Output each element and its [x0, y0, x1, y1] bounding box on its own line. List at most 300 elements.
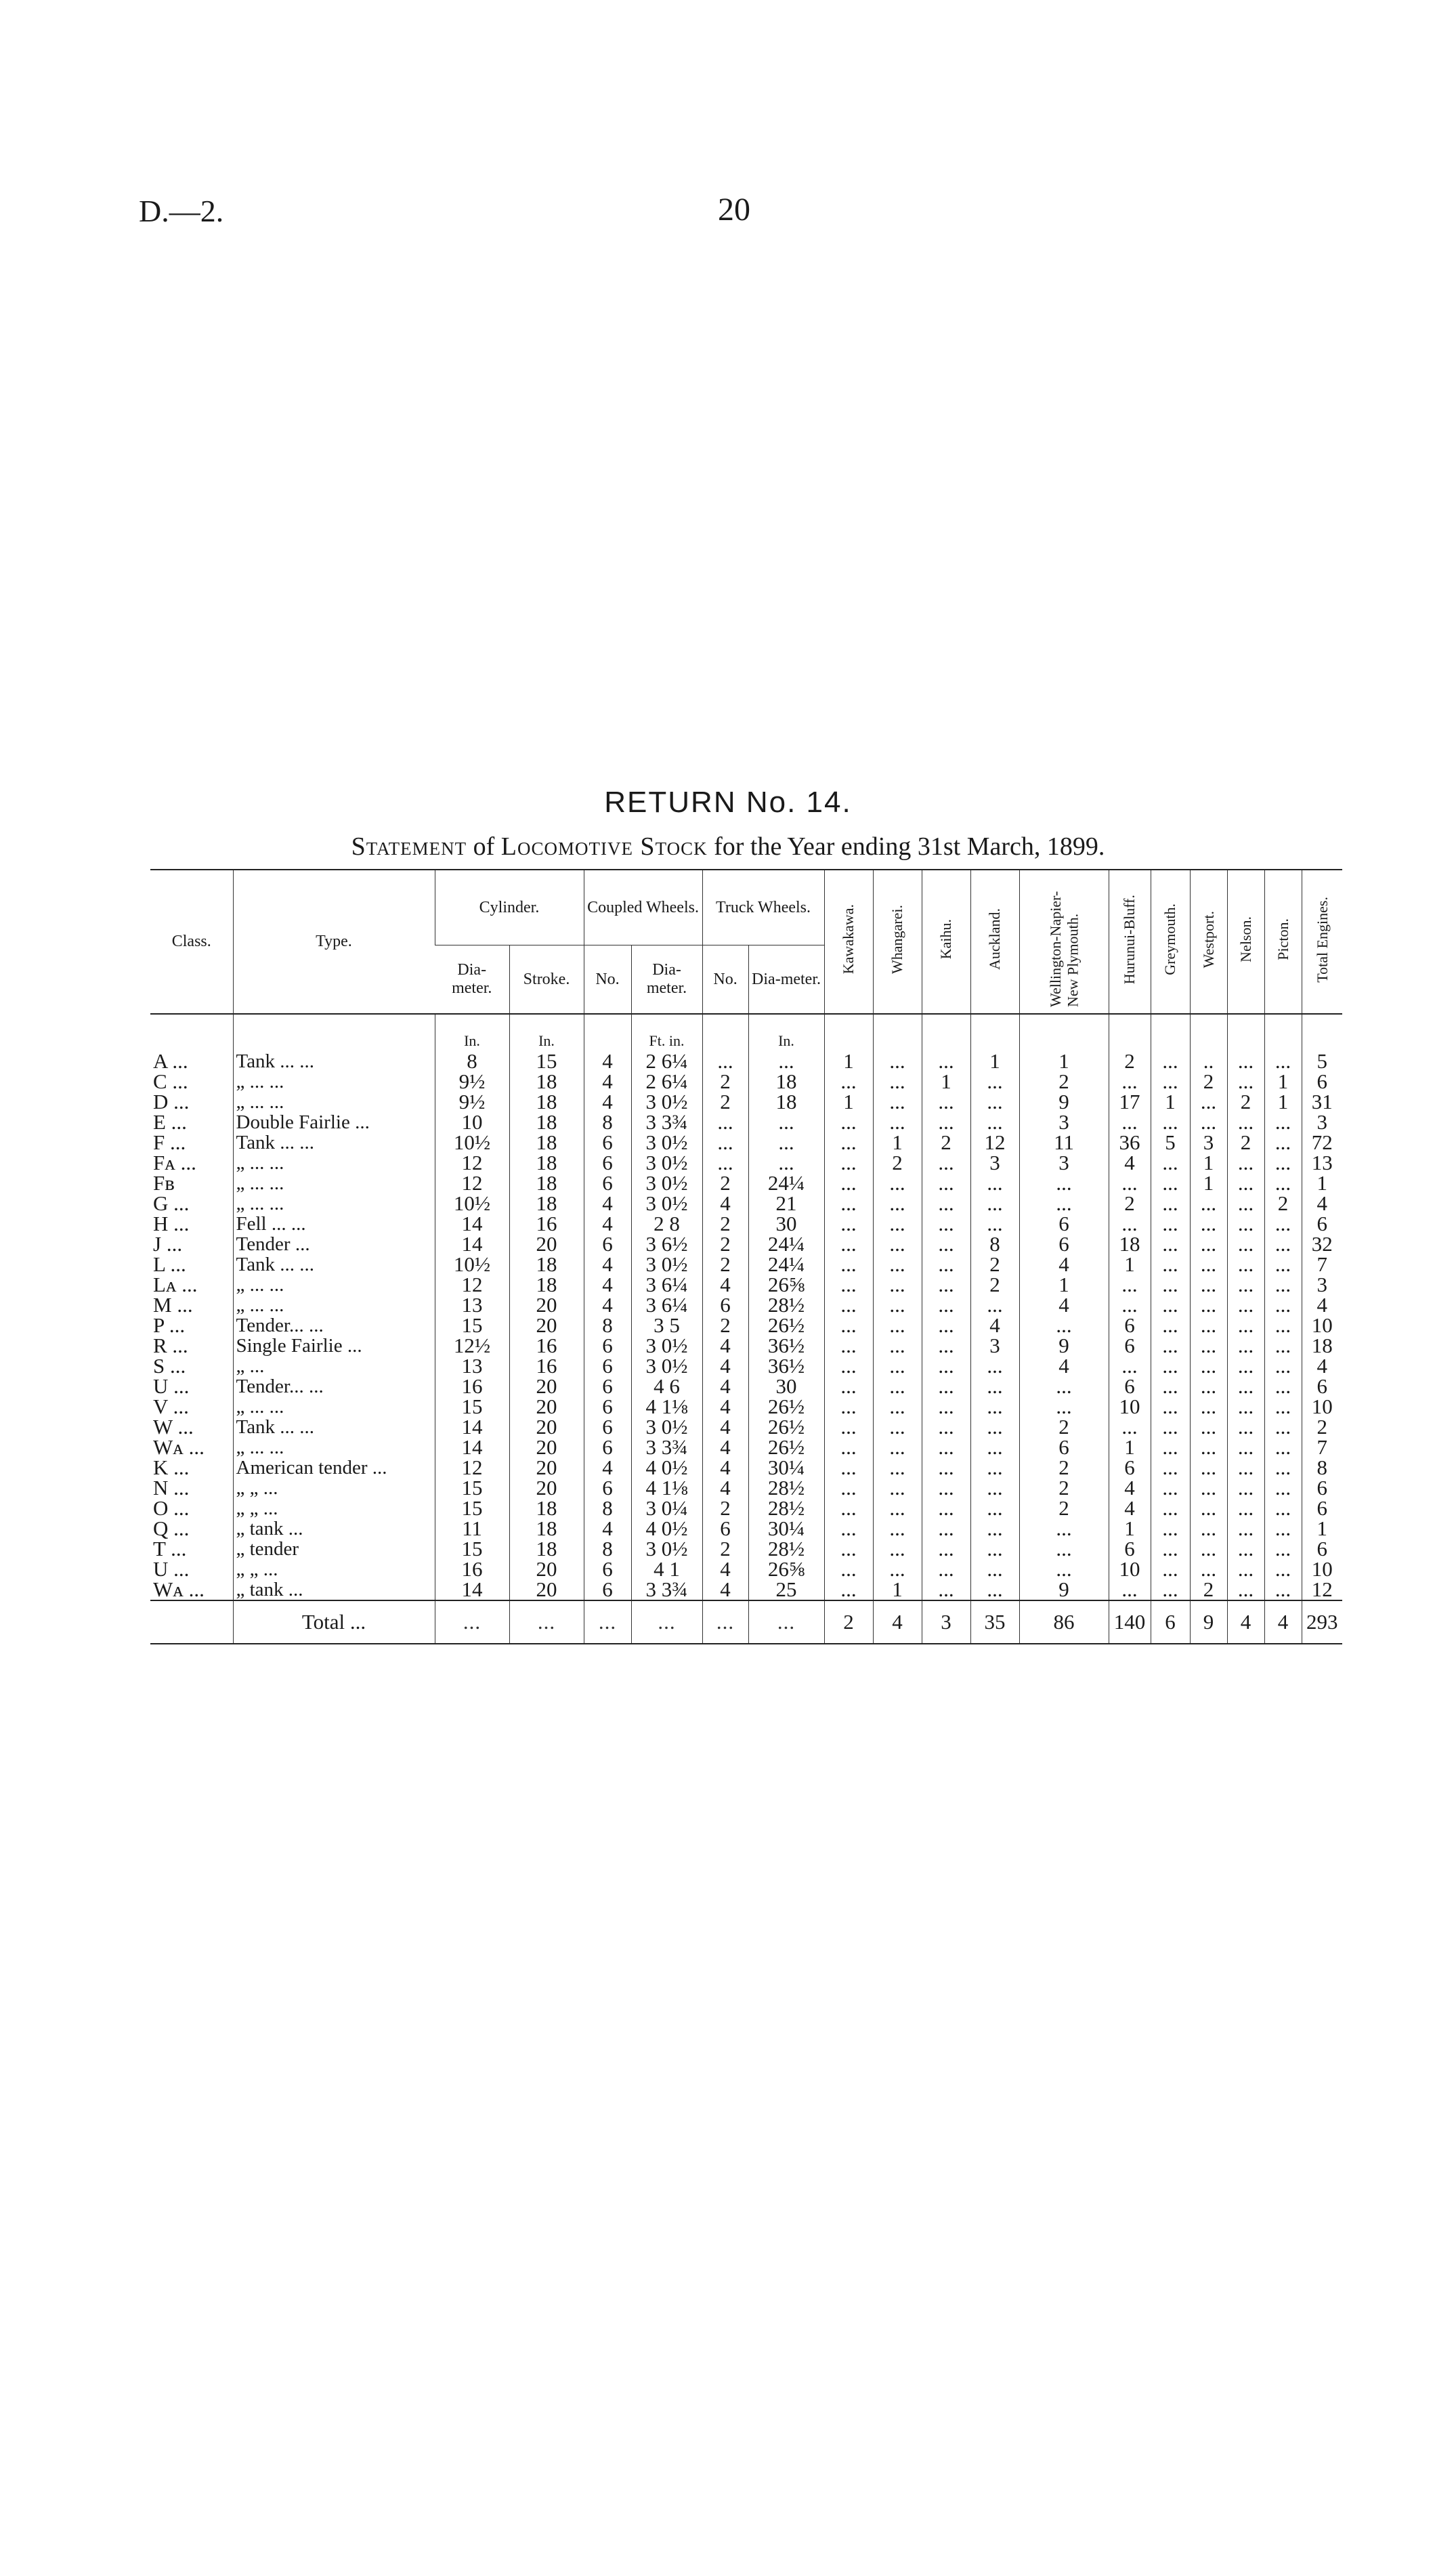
cylinder-stroke-cell: 20 — [509, 1315, 584, 1336]
district-count-cell: ... — [1264, 1539, 1302, 1559]
district-count-cell: ... — [873, 1336, 922, 1356]
district-count-cell: ... — [1109, 1579, 1151, 1600]
coupled-number-cell: 6 — [584, 1397, 631, 1417]
district-total: 140 — [1109, 1600, 1151, 1644]
cylinder-diameter-cell: 12 — [435, 1275, 509, 1295]
district-count-cell: ... — [1151, 1295, 1190, 1315]
cylinder-stroke-cell: 18 — [509, 1112, 584, 1132]
table-row — [150, 1518, 1342, 1539]
district-count-cell: ... — [873, 1295, 922, 1315]
cylinder-diameter-cell: 14 — [435, 1417, 509, 1437]
district-count-cell: ... — [1109, 1214, 1151, 1234]
cylinder-diameter-cell: 12 — [435, 1173, 509, 1193]
table-row — [150, 1193, 1342, 1214]
district-count-cell: ... — [1264, 1132, 1302, 1153]
cylinder-diameter-cell: 14 — [435, 1579, 509, 1600]
district-count-cell: ... — [1190, 1092, 1227, 1112]
district-count-cell: ... — [1190, 1254, 1227, 1275]
district-count-cell: ... — [1227, 1315, 1264, 1336]
district-count-cell: 2 — [970, 1254, 1019, 1275]
totals-label: Total ... — [233, 1600, 435, 1644]
district-count-cell: ... — [1109, 1173, 1151, 1193]
district-count-cell: ... — [1019, 1539, 1109, 1559]
class-cell: Lᴀ ... — [153, 1273, 198, 1296]
total-engines-cell: 10 — [1302, 1315, 1342, 1336]
district-count-cell: ... — [873, 1478, 922, 1498]
district-count-cell: ... — [1151, 1559, 1190, 1579]
coupled-number-cell: 4 — [584, 1092, 631, 1112]
truck-number-cell: 4 — [702, 1458, 748, 1478]
district-total: 4 — [1264, 1600, 1302, 1644]
district-count-cell: 10 — [1109, 1397, 1151, 1417]
class-cell: A ... — [153, 1049, 188, 1073]
district-count-cell: ... — [1151, 1254, 1190, 1275]
district-count-cell: ... — [922, 1478, 970, 1498]
truck-diameter-cell: 26½ — [748, 1437, 824, 1458]
district-count-cell: 36 — [1109, 1132, 1151, 1153]
class-cell: O ... — [153, 1496, 190, 1520]
district-count-cell: 2 — [1264, 1193, 1302, 1214]
district-count-cell: ... — [970, 1214, 1019, 1234]
table-row — [150, 1092, 1342, 1112]
district-count-cell: 2 — [873, 1153, 922, 1173]
table-row — [150, 1559, 1342, 1579]
district-total: 4 — [873, 1600, 922, 1644]
district-count-cell: ... — [970, 1356, 1019, 1376]
truck-number-cell: ... — [702, 1153, 748, 1173]
district-count-cell: 1 — [1019, 1275, 1109, 1295]
cylinder-diameter-cell: 14 — [435, 1214, 509, 1234]
district-count-cell: ... — [824, 1458, 873, 1478]
district-count-cell: 1 — [970, 1051, 1019, 1071]
total-engines-cell: 2 — [1302, 1417, 1342, 1437]
district-count-cell: ... — [1227, 1336, 1264, 1356]
truck-number-cell: 4 — [702, 1437, 748, 1458]
truck-number-cell: 2 — [702, 1498, 748, 1518]
coupled-diameter-cell: 2 8 — [631, 1214, 702, 1234]
district-count-cell: ... — [1019, 1315, 1109, 1336]
district-count-cell: ... — [922, 1295, 970, 1315]
cylinder-diameter-cell: 9½ — [435, 1092, 509, 1112]
district-count-cell: ... — [1151, 1234, 1190, 1254]
header-district: Nelson. — [1227, 870, 1264, 1014]
district-count-cell: ... — [1227, 1559, 1264, 1579]
type-cell: Tank ... ... — [233, 1254, 435, 1275]
district-count-cell: 1 — [873, 1579, 922, 1600]
district-count-cell: ... — [873, 1498, 922, 1518]
district-count-cell: ... — [824, 1112, 873, 1132]
coupled-diameter-cell: 3 0½ — [631, 1173, 702, 1193]
district-count-cell: ... — [824, 1234, 873, 1254]
district-count-cell: ... — [1227, 1376, 1264, 1397]
cylinder-diameter-cell: 12½ — [435, 1336, 509, 1356]
coupled-diameter-cell: 3 0½ — [631, 1254, 702, 1275]
district-count-cell: ... — [824, 1539, 873, 1559]
truck-diameter-cell: 36½ — [748, 1356, 824, 1376]
district-count-cell: ... — [873, 1173, 922, 1193]
table-row — [150, 1254, 1342, 1275]
table-row — [150, 1437, 1342, 1458]
district-count-cell: ... — [873, 1193, 922, 1214]
table-row — [150, 1356, 1342, 1376]
truck-diameter-cell: ... — [748, 1051, 824, 1071]
district-count-cell: ... — [922, 1153, 970, 1173]
subtitle-of: of — [473, 832, 495, 861]
cylinder-diameter-cell: 15 — [435, 1397, 509, 1417]
class-cell: P ... — [153, 1313, 186, 1337]
district-total: 4 — [1227, 1600, 1264, 1644]
truck-diameter-cell: 18 — [748, 1092, 824, 1112]
header-class: Class. — [171, 933, 211, 950]
header-district: Picton. — [1264, 870, 1302, 1014]
table-row — [150, 1397, 1342, 1417]
page-number: 20 — [718, 192, 750, 228]
cylinder-diameter-cell: 13 — [435, 1356, 509, 1376]
header-district: Westport. — [1190, 870, 1227, 1014]
district-count-cell: 1 — [1019, 1051, 1109, 1071]
district-count-cell: ... — [1227, 1539, 1264, 1559]
cylinder-diameter-cell: 10½ — [435, 1254, 509, 1275]
district-total: 6 — [1151, 1600, 1190, 1644]
table-row — [150, 1376, 1342, 1397]
cylinder-diameter-cell: 16 — [435, 1559, 509, 1579]
district-count-cell: ... — [1151, 1437, 1190, 1458]
district-count-cell: 10 — [1109, 1559, 1151, 1579]
district-count-cell: 18 — [1109, 1234, 1151, 1254]
district-count-cell: ... — [970, 1376, 1019, 1397]
district-count-cell: ... — [1109, 1071, 1151, 1092]
truck-diameter-cell: 25 — [748, 1579, 824, 1600]
cylinder-stroke-cell: 20 — [509, 1478, 584, 1498]
table-row — [150, 1478, 1342, 1498]
cylinder-stroke-cell: 16 — [509, 1214, 584, 1234]
class-cell: T ... — [153, 1537, 187, 1560]
district-count-cell: ... — [970, 1092, 1019, 1112]
district-count-cell: ... — [1227, 1295, 1264, 1315]
cylinder-diameter-cell: 16 — [435, 1376, 509, 1397]
district-count-cell: ... — [1190, 1275, 1227, 1295]
cylinder-diameter-cell: 10½ — [435, 1193, 509, 1214]
district-count-cell: ... — [1264, 1336, 1302, 1356]
district-count-cell: ... — [1227, 1356, 1264, 1376]
district-count-cell: ... — [970, 1112, 1019, 1132]
totals-row — [150, 1600, 1342, 1644]
district-count-cell: ... — [1190, 1376, 1227, 1397]
coupled-number-cell: 6 — [584, 1173, 631, 1193]
coupled-number-cell: 8 — [584, 1112, 631, 1132]
district-total: 2 — [824, 1600, 873, 1644]
table-row — [150, 1132, 1342, 1153]
district-count-cell: ... — [824, 1356, 873, 1376]
truck-number-cell: ... — [702, 1051, 748, 1071]
district-count-cell: 5 — [1151, 1132, 1190, 1153]
district-count-cell: ... — [1227, 1193, 1264, 1214]
cylinder-stroke-cell: 20 — [509, 1234, 584, 1254]
district-count-cell: ... — [1264, 1214, 1302, 1234]
district-count-cell: ... — [970, 1518, 1019, 1539]
district-count-cell: ... — [873, 1254, 922, 1275]
cylinder-stroke-cell: 18 — [509, 1275, 584, 1295]
district-count-cell: 2 — [1109, 1051, 1151, 1071]
district-count-cell: ... — [1151, 1112, 1190, 1132]
district-count-cell: ... — [873, 1092, 922, 1112]
district-count-cell: ... — [1264, 1234, 1302, 1254]
type-cell: „ ... ... — [233, 1153, 435, 1173]
district-count-cell: ... — [922, 1356, 970, 1376]
district-count-cell: 2 — [1019, 1498, 1109, 1518]
district-count-cell: 3 — [970, 1336, 1019, 1356]
district-count-cell: ... — [1109, 1275, 1151, 1295]
coupled-diameter-cell: 3 0½ — [631, 1092, 702, 1112]
district-count-cell: ... — [970, 1417, 1019, 1437]
district-count-cell: ... — [922, 1112, 970, 1132]
truck-diameter-cell: 26½ — [748, 1417, 824, 1437]
district-count-cell: 3 — [1019, 1153, 1109, 1173]
document-reference: D.—2. — [139, 194, 224, 228]
coupled-number-cell: 8 — [584, 1315, 631, 1336]
district-count-cell: ... — [922, 1275, 970, 1295]
cylinder-diameter-cell: 10½ — [435, 1132, 509, 1153]
class-cell: M ... — [153, 1293, 193, 1317]
district-total: 3 — [922, 1600, 970, 1644]
district-count-cell: ... — [1264, 1417, 1302, 1437]
cylinder-stroke-cell: 20 — [509, 1579, 584, 1600]
district-count-cell: ... — [1227, 1234, 1264, 1254]
truck-diameter-cell: 28½ — [748, 1539, 824, 1559]
truck-number-cell: ... — [702, 1132, 748, 1153]
totals-blank: ... — [702, 1600, 748, 1644]
district-count-cell: ... — [922, 1417, 970, 1437]
totals-blank: ... — [509, 1600, 584, 1644]
truck-number-cell: 4 — [702, 1356, 748, 1376]
district-count-cell: ... — [922, 1518, 970, 1539]
type-cell: „ ... ... — [233, 1173, 435, 1193]
truck-diameter-cell: 28½ — [748, 1498, 824, 1518]
table-row — [150, 1539, 1342, 1559]
district-count-cell: ... — [1190, 1336, 1227, 1356]
district-count-cell: ... — [1019, 1376, 1109, 1397]
total-engines-cell: 3 — [1302, 1112, 1342, 1132]
district-count-cell: ... — [1190, 1356, 1227, 1376]
table-row — [150, 1336, 1342, 1356]
total-engines-cell: 4 — [1302, 1295, 1342, 1315]
district-count-cell: .. — [1190, 1051, 1227, 1071]
district-count-cell: ... — [1151, 1275, 1190, 1295]
header-district: Hurunui-Bluff. — [1109, 870, 1151, 1014]
truck-diameter-cell: 26½ — [748, 1315, 824, 1336]
district-count-cell: 9 — [1019, 1092, 1109, 1112]
type-cell: „ ... ... — [233, 1193, 435, 1214]
district-count-cell: ... — [824, 1132, 873, 1153]
type-cell: „ ... ... — [233, 1295, 435, 1315]
header-cylinder: Cylinder. — [435, 870, 584, 945]
type-cell: Fell ... ... — [233, 1214, 435, 1234]
class-cell: R ... — [153, 1334, 188, 1357]
district-count-cell: ... — [1264, 1295, 1302, 1315]
district-count-cell: ... — [873, 1437, 922, 1458]
truck-number-cell: 2 — [702, 1214, 748, 1234]
table-row — [150, 1579, 1342, 1600]
type-cell: „ „ ... — [233, 1478, 435, 1498]
return-title: RETURN No. 14. — [604, 786, 852, 819]
total-engines-cell: 6 — [1302, 1071, 1342, 1092]
coupled-diameter-cell: 3 0½ — [631, 1193, 702, 1214]
district-count-cell: ... — [922, 1051, 970, 1071]
district-count-cell: ... — [1019, 1397, 1109, 1417]
district-count-cell: ... — [1109, 1112, 1151, 1132]
unit-label: In. — [509, 1014, 584, 1051]
district-count-cell: ... — [1151, 1518, 1190, 1539]
totals-blank: ... — [631, 1600, 702, 1644]
table-row — [150, 1214, 1342, 1234]
district-count-cell: ... — [970, 1478, 1019, 1498]
district-count-cell: ... — [1264, 1112, 1302, 1132]
district-count-cell: ... — [922, 1498, 970, 1518]
total-engines-cell: 18 — [1302, 1336, 1342, 1356]
coupled-diameter-cell: 2 6¼ — [631, 1071, 702, 1092]
cylinder-diameter-cell: 15 — [435, 1478, 509, 1498]
header-coupled-diameter: Dia-meter. — [631, 945, 702, 1015]
district-count-cell: ... — [1190, 1417, 1227, 1437]
cylinder-diameter-cell: 11 — [435, 1518, 509, 1539]
table-row — [150, 1295, 1342, 1315]
district-count-cell: 3 — [970, 1153, 1019, 1173]
district-count-cell: ... — [970, 1437, 1019, 1458]
district-count-cell: ... — [1264, 1397, 1302, 1417]
district-count-cell: 1 — [824, 1051, 873, 1071]
total-engines-cell: 32 — [1302, 1234, 1342, 1254]
district-count-cell: 2 — [1190, 1579, 1227, 1600]
class-cell: V ... — [153, 1395, 189, 1418]
total-engines-cell: 6 — [1302, 1498, 1342, 1518]
coupled-number-cell: 4 — [584, 1193, 631, 1214]
district-count-cell: ... — [1264, 1275, 1302, 1295]
district-count-cell: ... — [922, 1214, 970, 1234]
total-engines-cell: 1 — [1302, 1518, 1342, 1539]
grand-total: 293 — [1302, 1600, 1342, 1644]
district-count-cell: 1 — [1151, 1092, 1190, 1112]
cylinder-stroke-cell: 20 — [509, 1559, 584, 1579]
totals-blank: ... — [584, 1600, 631, 1644]
district-count-cell: ... — [970, 1071, 1019, 1092]
type-cell: American tender ... — [233, 1458, 435, 1478]
district-count-cell: ... — [1190, 1437, 1227, 1458]
district-count-cell: ... — [1151, 1336, 1190, 1356]
district-count-cell: ... — [1264, 1518, 1302, 1539]
coupled-number-cell: 8 — [584, 1498, 631, 1518]
total-engines-cell: 1 — [1302, 1173, 1342, 1193]
district-count-cell: ... — [1151, 1376, 1190, 1397]
district-count-cell: 9 — [1019, 1579, 1109, 1600]
coupled-diameter-cell: 3 0½ — [631, 1417, 702, 1437]
header-total-engines: Total Engines. — [1302, 870, 1342, 1014]
district-count-cell: ... — [1190, 1193, 1227, 1214]
truck-number-cell: ... — [702, 1112, 748, 1132]
header-truck-number: No. — [702, 945, 748, 1015]
district-count-cell: ... — [824, 1559, 873, 1579]
district-count-cell: ... — [970, 1295, 1019, 1315]
district-count-cell: ... — [922, 1579, 970, 1600]
coupled-number-cell: 6 — [584, 1579, 631, 1600]
type-cell: „ tank ... — [233, 1518, 435, 1539]
total-engines-cell: 6 — [1302, 1478, 1342, 1498]
truck-diameter-cell: 18 — [748, 1071, 824, 1092]
truck-diameter-cell: 21 — [748, 1193, 824, 1214]
district-count-cell: ... — [873, 1539, 922, 1559]
district-count-cell: ... — [824, 1437, 873, 1458]
district-count-cell: ... — [1227, 1417, 1264, 1437]
district-count-cell: 4 — [1109, 1498, 1151, 1518]
district-count-cell: 1 — [1190, 1153, 1227, 1173]
district-count-cell: 3 — [1190, 1132, 1227, 1153]
class-cell: U ... — [153, 1374, 190, 1398]
district-count-cell: ... — [873, 1518, 922, 1539]
total-engines-cell: 4 — [1302, 1193, 1342, 1214]
district-count-cell: ... — [824, 1478, 873, 1498]
district-count-cell: ... — [970, 1559, 1019, 1579]
district-count-cell: ... — [922, 1193, 970, 1214]
cylinder-stroke-cell: 15 — [509, 1051, 584, 1071]
coupled-diameter-cell: 4 0½ — [631, 1518, 702, 1539]
coupled-diameter-cell: 3 6¼ — [631, 1295, 702, 1315]
cylinder-stroke-cell: 18 — [509, 1092, 584, 1112]
type-cell: Tank ... ... — [233, 1132, 435, 1153]
coupled-diameter-cell: 3 0½ — [631, 1132, 702, 1153]
cylinder-stroke-cell: 18 — [509, 1254, 584, 1275]
type-cell: „ ... ... — [233, 1092, 435, 1112]
type-cell: Double Fairlie ... — [233, 1112, 435, 1132]
district-count-cell: ... — [1264, 1051, 1302, 1071]
district-count-cell: ... — [1151, 1458, 1190, 1478]
coupled-number-cell: 8 — [584, 1539, 631, 1559]
total-engines-cell: 72 — [1302, 1132, 1342, 1153]
district-count-cell: 1 — [873, 1132, 922, 1153]
coupled-number-cell: 4 — [584, 1254, 631, 1275]
district-count-cell: ... — [1264, 1559, 1302, 1579]
district-count-cell: 4 — [1019, 1254, 1109, 1275]
coupled-number-cell: 6 — [584, 1234, 631, 1254]
district-count-cell: 2 — [1019, 1458, 1109, 1478]
cylinder-diameter-cell: 10 — [435, 1112, 509, 1132]
district-count-cell: ... — [922, 1315, 970, 1336]
district-count-cell: ... — [970, 1579, 1019, 1600]
truck-number-cell: 2 — [702, 1234, 748, 1254]
truck-number-cell: 2 — [702, 1071, 748, 1092]
cylinder-stroke-cell: 20 — [509, 1417, 584, 1437]
class-cell: E ... — [153, 1110, 187, 1134]
cylinder-stroke-cell: 16 — [509, 1356, 584, 1376]
district-count-cell: ... — [1264, 1376, 1302, 1397]
cylinder-diameter-cell: 9½ — [435, 1071, 509, 1092]
cylinder-stroke-cell: 18 — [509, 1518, 584, 1539]
district-count-cell: 2 — [1227, 1092, 1264, 1112]
return-subtitle — [0, 832, 1456, 862]
table-row — [150, 1315, 1342, 1336]
district-count-cell: ... — [1190, 1295, 1227, 1315]
class-cell: K ... — [153, 1455, 190, 1479]
coupled-diameter-cell: 3 6¼ — [631, 1275, 702, 1295]
district-count-cell: ... — [1190, 1397, 1227, 1417]
unit-label: In. — [435, 1014, 509, 1051]
cylinder-stroke-cell: 18 — [509, 1173, 584, 1193]
district-count-cell: ... — [1019, 1173, 1109, 1193]
coupled-diameter-cell: 4 1⅛ — [631, 1478, 702, 1498]
district-total: 9 — [1190, 1600, 1227, 1644]
district-count-cell: ... — [824, 1214, 873, 1234]
district-count-cell: ... — [1151, 1478, 1190, 1498]
coupled-diameter-cell: 3 3¾ — [631, 1112, 702, 1132]
header-district: Wellington-Napier-New Plymouth. — [1019, 870, 1109, 1014]
